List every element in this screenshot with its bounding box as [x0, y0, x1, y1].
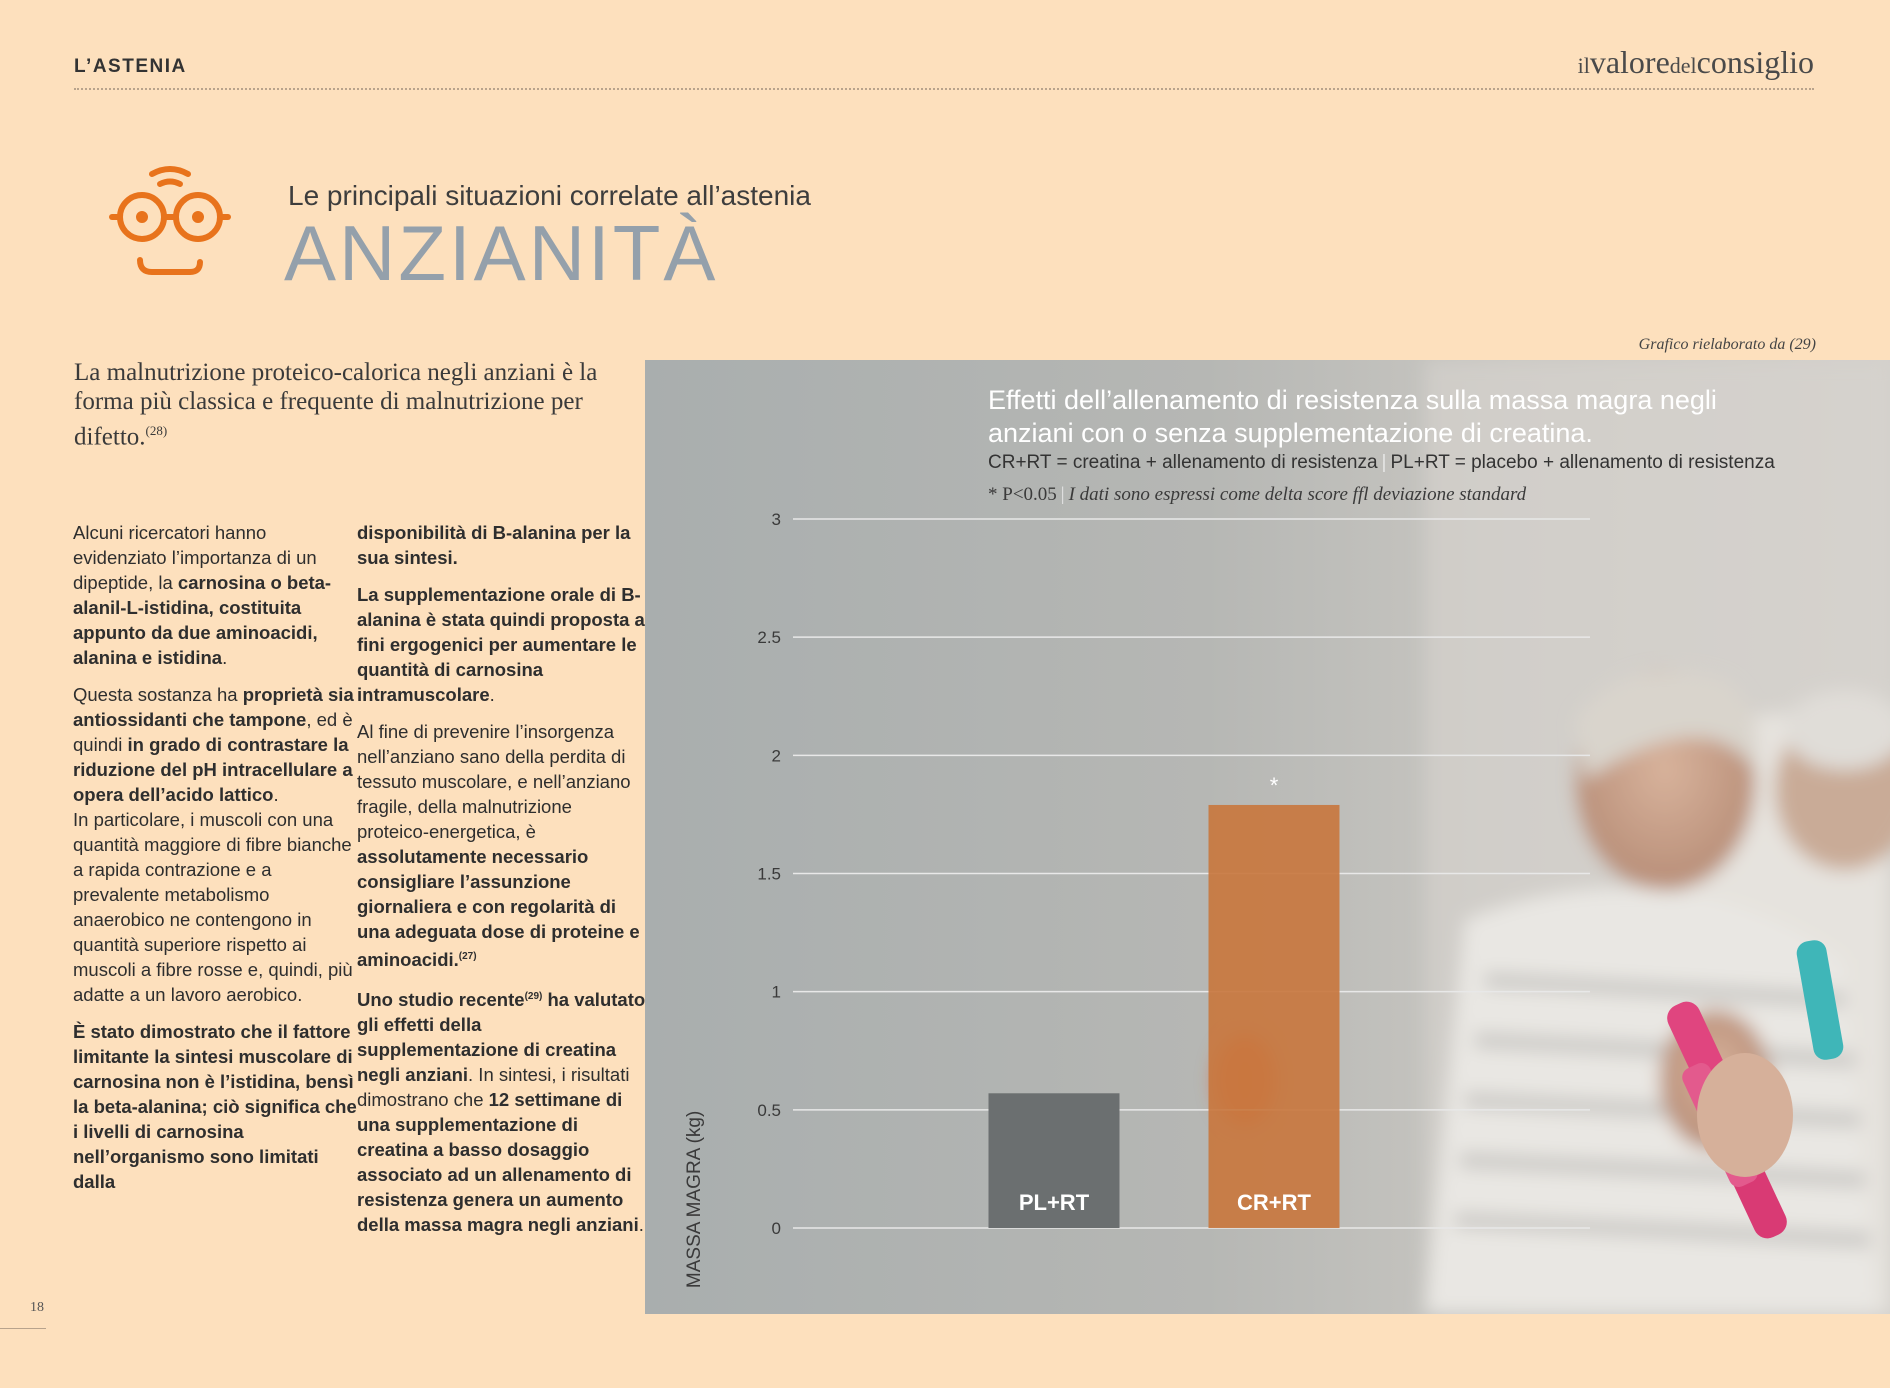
running-head: L’ASTENIA [74, 56, 187, 77]
paragraph: È stato dimostrato che il fattore limitante la sintesi muscolare di carnosina non è l’istidina, bensì la beta-alanina; ciò significa che i livelli di carnosina nell’organismo sono limitati dalla [73, 1021, 357, 1192]
page-number: 18 [30, 1300, 44, 1315]
bar-chart [645, 360, 1890, 1314]
chart-source-note: Grafico rielaborato da (29) [1638, 336, 1816, 353]
significance-marker: * [1269, 772, 1279, 798]
page-number-rule [0, 1328, 46, 1329]
paragraph: Uno studio recente$^{(29)}$ ha valutato gli effetti della supplementazione di creatina negli anziani. In sintesi, i risultati dimostrano che 12 settimane di una supplementazione di creatina a basso dosaggio associato ad un allenamento di resistenza genera un aumento della massa magra negli anziani. [357, 989, 646, 1236]
section-title: ANZIANITÀ [284, 209, 719, 297]
bar-category-label: CR+RT [1237, 1190, 1311, 1215]
section-kicker: Le principali situazioni correlate all’astenia [288, 180, 811, 211]
bar-cr-rt [1209, 805, 1340, 1228]
bar-category-label: PL+RT [1018, 1190, 1090, 1215]
elderly-face-glasses-icon [100, 160, 240, 290]
chart-legend: CR+RT = creatina + allenamento di resistenza | PL+RT = placebo + allenamento di resistenza [988, 452, 1775, 473]
y-tick-label: 2.5 [757, 628, 781, 648]
y-tick-label: 3 [771, 510, 781, 529]
y-tick-label: 0.5 [757, 1100, 781, 1120]
text-column-left [73, 520, 363, 1206]
chart-panel [645, 360, 1890, 1314]
header-divider [74, 88, 1814, 90]
y-tick-label: 2 [771, 746, 781, 766]
chart-title: Effetti dell’allenamento di resistenza sulla massa magra negli anziani con o senza supplementazione di creatina. [988, 385, 1717, 448]
y-axis-label: MASSA MAGRA (kg) [684, 1110, 705, 1289]
paragraph: Questa sostanza ha proprietà sia antiossidanti che tampone, ed è quindi in grado di contrastare la riduzione del pH intracellulare a opera dell’acido lattico. In particolare, i muscoli con una quantità maggiore di fibre bianche a rapida contrazione e a prevalente metabolismo anaerobico ne contengono in quantità superiore rispetto ai muscoli a fibre rosse e, quindi, più adatte a un lavoro aerobico. [73, 684, 354, 1005]
chart-note: * P<0.05 | I dati sono espressi come delta score ffl deviazione standard [988, 484, 1527, 505]
legend-item-pl-rt: PL+RT = placebo + allenamento di resistenza [1390, 452, 1775, 473]
lead-paragraph: La malnutrizione proteico-calorica negli anziani è la forma più classica e frequente di malnutrizione per difetto.$^{(28)}$ [74, 359, 598, 451]
paragraph: Al fine di prevenire l’insorgenza nell’anziano sano della perdita di tessuto muscolare, e nell’anziano fragile, della malnutrizione proteico-energetica, è assolutamente necessario consigliare l’assunzione giornaliera e con regolarità di una adeguata dose di proteine e aminoacidi.$^{(27)}$ [357, 721, 640, 971]
paragraph: disponibilità di B-alanina per la sua sintesi. [357, 522, 631, 568]
paragraph: La supplementazione orale di B-alanina è stata quindi proposta a fini ergogenici per aumentare le quantità di carnosina intramuscolare. [357, 584, 645, 705]
y-tick-label: 0 [771, 1219, 781, 1238]
paragraph: Alcuni ricercatori hanno evidenziato l’importanza di un dipeptide, la carnosina o beta-alanil-L-istidina, costituita appunto da due aminoacidi, alanina e istidina. [73, 522, 332, 668]
text-column-right [357, 520, 647, 1249]
y-tick-label: 1 [771, 982, 781, 1002]
legend-item-cr-rt: CR+RT = creatina + allenamento di resistenza [988, 452, 1378, 473]
brand-logo: ilvaloredelconsiglio [1577, 44, 1814, 80]
y-tick-label: 1.5 [757, 864, 781, 884]
